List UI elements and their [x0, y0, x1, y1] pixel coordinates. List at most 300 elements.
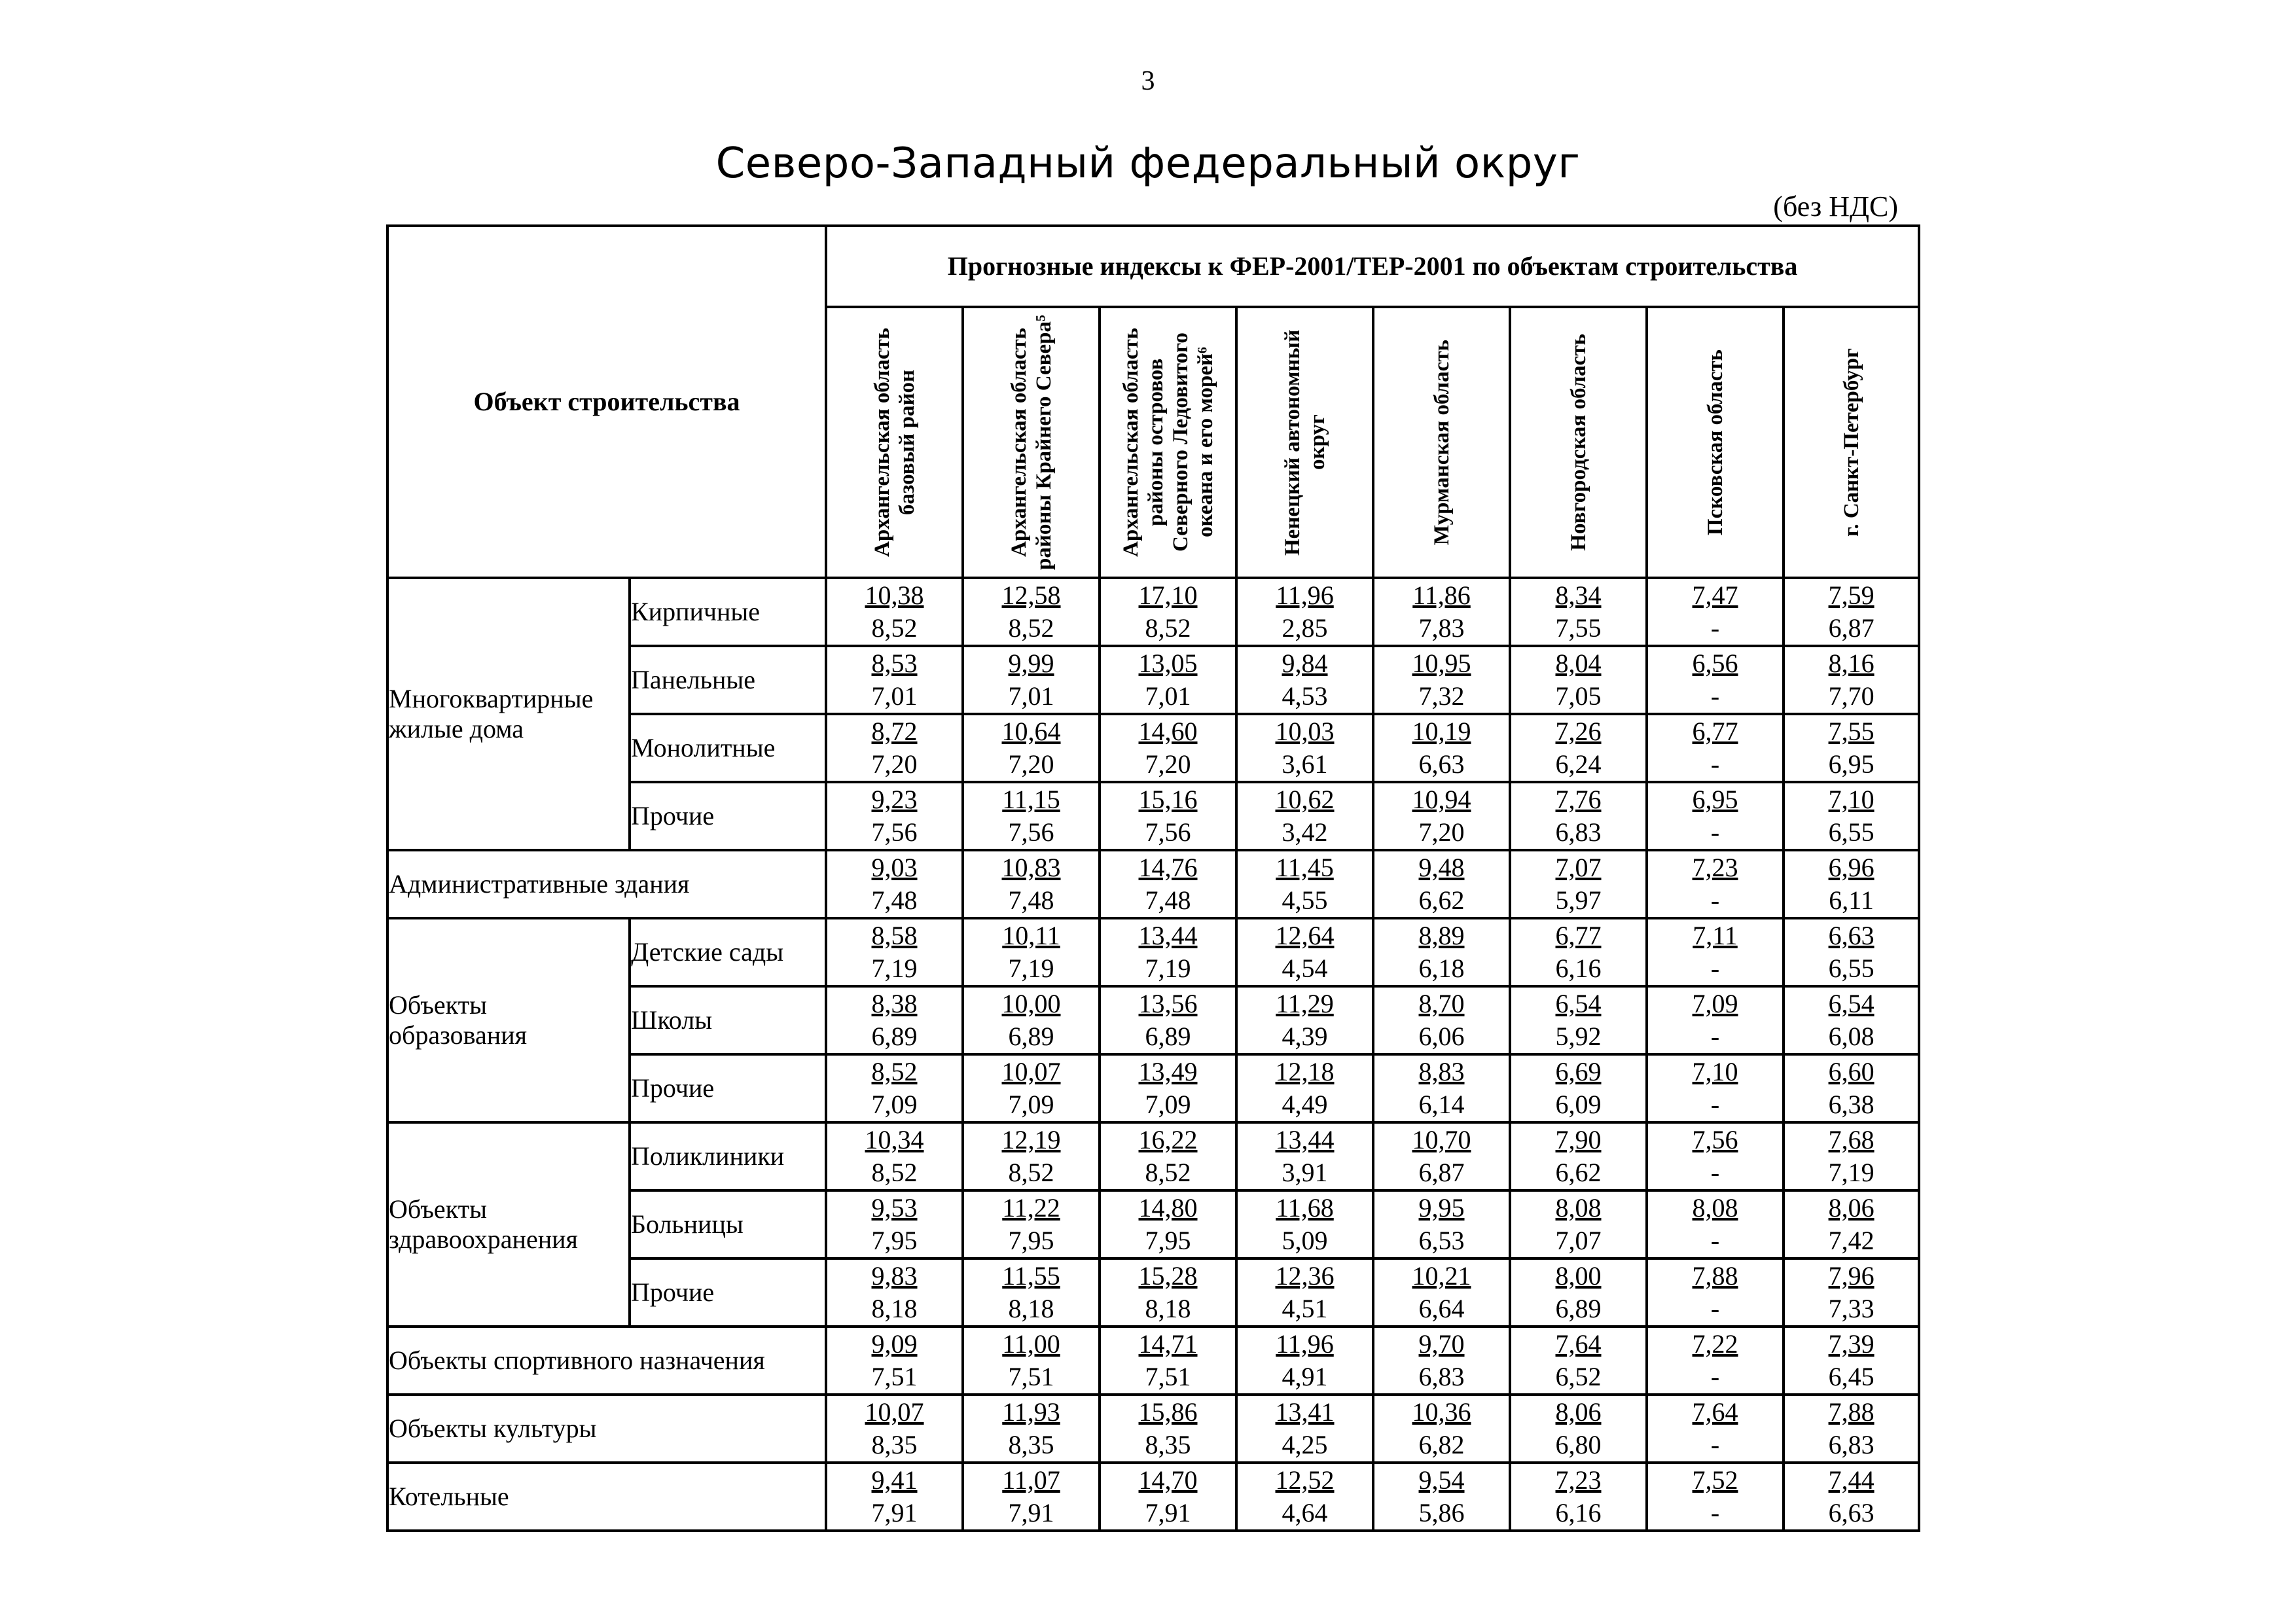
index-cell: [1647, 1054, 1784, 1122]
index-value-previous: 4,25: [1282, 1430, 1328, 1459]
index-value-previous: 6,62: [1418, 885, 1465, 915]
index-cell: [1236, 578, 1373, 646]
index-cell: [826, 1258, 963, 1327]
index-cell: [1510, 714, 1647, 782]
index-cell: [1236, 1122, 1373, 1190]
index-value-current: 11,45: [1276, 853, 1334, 882]
index-cell: [1784, 1258, 1919, 1327]
index-value-current: 17,10: [1138, 580, 1198, 610]
index-value-previous: 6,62: [1555, 1158, 1602, 1187]
index-value-current: 9,53: [871, 1193, 918, 1222]
index-cell: [1236, 1258, 1373, 1327]
index-cell: [1373, 646, 1510, 714]
index-value-previous: 6,38: [1828, 1090, 1874, 1119]
index-cell: [826, 850, 963, 918]
index-cell: [1236, 1054, 1373, 1122]
index-value-current: 10,38: [865, 580, 924, 610]
index-value-previous: 6,16: [1555, 1498, 1602, 1527]
index-value-previous: 7,56: [871, 817, 918, 847]
index-cell: [1647, 1395, 1784, 1463]
index-value-current: 7,44: [1828, 1465, 1874, 1495]
index-value-current: 7,10: [1828, 785, 1874, 814]
index-value-current: 14,60: [1138, 717, 1198, 746]
index-cell: [826, 918, 963, 986]
index-cell: [1100, 1463, 1236, 1531]
index-cell: [1100, 1327, 1236, 1395]
index-cell: [1510, 1190, 1647, 1258]
index-value-previous: 7,09: [1008, 1090, 1054, 1119]
index-cell: [963, 714, 1100, 782]
index-cell: [826, 1190, 963, 1258]
index-value-previous: 4,64: [1282, 1498, 1328, 1527]
object-group-label: Многоквартирные жилые дома: [387, 578, 630, 850]
index-value-previous: 8,52: [1008, 1158, 1054, 1187]
index-value-current: 7,10: [1692, 1057, 1738, 1086]
index-value-current: 9,23: [871, 785, 918, 814]
index-value-current: 8,16: [1828, 649, 1874, 678]
index-value-current: 6,56: [1692, 649, 1738, 678]
index-value-previous: 7,20: [1145, 749, 1191, 779]
index-cell: [1100, 1258, 1236, 1327]
index-cell: [1100, 782, 1236, 850]
index-value-current: 6,54: [1828, 989, 1874, 1018]
index-value-current: 14,76: [1138, 853, 1198, 882]
index-value-current: 13,49: [1138, 1057, 1198, 1086]
index-cell: [1784, 1122, 1919, 1190]
index-value-previous: 7,48: [1008, 885, 1054, 915]
index-cell: [1784, 850, 1919, 918]
index-value-current: 9,48: [1418, 853, 1465, 882]
index-value-previous: -: [1710, 681, 1720, 711]
index-value-previous: 7,07: [1555, 1226, 1602, 1255]
index-value-current: 9,95: [1418, 1193, 1465, 1222]
index-cell: [1784, 1054, 1919, 1122]
index-cell: [1647, 1327, 1784, 1395]
index-value-current: 14,71: [1138, 1329, 1198, 1359]
index-value-previous: 8,35: [871, 1430, 918, 1459]
index-value-current: 7,52: [1692, 1465, 1738, 1495]
index-value-previous: 7,51: [871, 1362, 918, 1391]
index-value-previous: 6,18: [1418, 954, 1465, 983]
index-value-current: 10,03: [1275, 717, 1335, 746]
index-value-previous: 7,95: [1008, 1226, 1054, 1255]
index-value-current: 13,41: [1275, 1397, 1335, 1427]
index-value-current: 11,55: [1002, 1261, 1060, 1291]
index-value-previous: 6,89: [871, 1022, 918, 1051]
object-label: Объекты культуры: [387, 1395, 826, 1463]
index-cell: [1373, 918, 1510, 986]
index-cell: [1510, 1258, 1647, 1327]
index-cell: [963, 1190, 1100, 1258]
index-value-previous: 7,01: [1145, 681, 1191, 711]
index-table: [386, 224, 1920, 1532]
index-value-current: 7,90: [1555, 1125, 1602, 1154]
index-value-previous: 8,35: [1008, 1430, 1054, 1459]
index-value-previous: 6,89: [1145, 1022, 1191, 1051]
region-header-label: Архангельская область районы Крайнего Севера⁵: [1007, 315, 1056, 570]
index-value-previous: 7,19: [871, 954, 918, 983]
index-cell: [1784, 1327, 1919, 1395]
object-subtype-label: Больницы: [630, 1190, 826, 1258]
index-value-current: 7,26: [1555, 717, 1602, 746]
index-value-current: 7,22: [1692, 1329, 1738, 1359]
index-value-previous: 8,18: [1145, 1294, 1191, 1323]
index-cell: [1647, 646, 1784, 714]
index-value-current: 7,64: [1692, 1397, 1738, 1427]
index-value-previous: -: [1710, 1362, 1720, 1391]
index-value-previous: 7,55: [1555, 613, 1602, 643]
index-cell: [1373, 782, 1510, 850]
index-value-current: 12,52: [1275, 1465, 1335, 1495]
index-value-previous: 7,19: [1008, 954, 1054, 983]
index-value-previous: 6,87: [1418, 1158, 1465, 1187]
index-value-current: 14,70: [1138, 1465, 1198, 1495]
index-cell: [1100, 1054, 1236, 1122]
index-value-current: 11,96: [1276, 1329, 1334, 1359]
object-label: Котельные: [387, 1463, 826, 1531]
index-value-previous: 6,55: [1828, 954, 1874, 983]
index-value-previous: 6,06: [1418, 1022, 1465, 1051]
index-value-previous: -: [1710, 749, 1720, 779]
index-cell: [1100, 986, 1236, 1054]
index-cell: [1236, 918, 1373, 986]
region-header: [1510, 307, 1647, 578]
index-value-current: 9,84: [1282, 649, 1328, 678]
object-subtype-label: Прочие: [630, 1054, 826, 1122]
index-value-previous: 7,95: [871, 1226, 918, 1255]
index-value-previous: 7,09: [1145, 1090, 1191, 1119]
index-value-previous: 5,97: [1555, 885, 1602, 915]
index-cell: [1784, 646, 1919, 714]
object-subtype-label: Детские сады: [630, 918, 826, 986]
index-cell: [1236, 850, 1373, 918]
index-value-previous: 7,95: [1145, 1226, 1191, 1255]
index-cell: [963, 1463, 1100, 1531]
index-value-current: 8,70: [1418, 989, 1465, 1018]
index-value-previous: 6,89: [1555, 1294, 1602, 1323]
index-value-previous: 8,35: [1145, 1430, 1191, 1459]
index-value-previous: 4,39: [1282, 1022, 1328, 1051]
index-value-previous: 4,53: [1282, 681, 1328, 711]
index-value-previous: 7,19: [1828, 1158, 1874, 1187]
index-cell: [1236, 1327, 1373, 1395]
index-cell: [826, 1395, 963, 1463]
index-cell: [1784, 1190, 1919, 1258]
region-header-label: Ненецкий автономный округ: [1280, 329, 1329, 556]
index-value-previous: 4,55: [1282, 885, 1328, 915]
index-cell: [1100, 578, 1236, 646]
index-value-previous: 7,51: [1145, 1362, 1191, 1391]
index-value-current: 8,06: [1555, 1397, 1602, 1427]
index-value-current: 12,64: [1275, 921, 1335, 950]
index-value-current: 13,44: [1275, 1125, 1335, 1154]
index-cell: [1510, 1327, 1647, 1395]
index-value-previous: 6,89: [1008, 1022, 1054, 1051]
index-value-current: 7,64: [1555, 1329, 1602, 1359]
index-cell: [1100, 850, 1236, 918]
index-value-current: 6,77: [1692, 717, 1738, 746]
index-value-previous: 6,24: [1555, 749, 1602, 779]
index-value-current: 6,60: [1828, 1057, 1874, 1086]
index-value-previous: -: [1710, 613, 1720, 643]
index-value-current: 10,00: [1001, 989, 1061, 1018]
index-cell: [1236, 1463, 1373, 1531]
index-cell: [1100, 1395, 1236, 1463]
index-cell: [963, 1327, 1100, 1395]
index-cell: [963, 578, 1100, 646]
index-cell: [1236, 986, 1373, 1054]
index-value-previous: 7,56: [1008, 817, 1054, 847]
index-value-previous: 8,52: [1145, 613, 1191, 643]
index-cell: [826, 578, 963, 646]
index-value-current: 15,16: [1138, 785, 1198, 814]
index-cell: [963, 1258, 1100, 1327]
index-cell: [1510, 782, 1647, 850]
index-cell: [963, 782, 1100, 850]
index-cell: [1100, 1122, 1236, 1190]
index-value-current: 8,72: [871, 717, 918, 746]
index-value-current: 10,70: [1412, 1125, 1471, 1154]
index-value-current: 11,96: [1276, 580, 1334, 610]
index-value-previous: 7,51: [1008, 1362, 1054, 1391]
index-value-current: 10,21: [1412, 1261, 1471, 1291]
object-group-label: Объекты здравоохранения: [387, 1122, 630, 1327]
index-value-current: 8,52: [871, 1057, 918, 1086]
index-cell: [1784, 578, 1919, 646]
index-value-current: 10,19: [1412, 717, 1471, 746]
index-cell: [1510, 1122, 1647, 1190]
index-value-previous: 6,80: [1555, 1430, 1602, 1459]
index-value-current: 7,55: [1828, 717, 1874, 746]
index-value-current: 12,18: [1275, 1057, 1335, 1086]
index-value-current: 10,95: [1412, 649, 1471, 678]
region-header: [963, 307, 1100, 578]
index-cell: [1784, 1463, 1919, 1531]
index-value-current: 12,58: [1001, 580, 1061, 610]
table-row: [387, 1327, 1919, 1395]
index-value-current: 14,80: [1138, 1193, 1198, 1222]
index-value-current: 7,96: [1828, 1261, 1874, 1291]
index-cell: [1236, 714, 1373, 782]
index-cell: [1100, 918, 1236, 986]
index-value-previous: -: [1710, 954, 1720, 983]
index-value-current: 7,47: [1692, 580, 1738, 610]
index-cell: [1100, 646, 1236, 714]
index-value-previous: 6,16: [1555, 954, 1602, 983]
index-value-current: 7,07: [1555, 853, 1602, 882]
index-cell: [1647, 850, 1784, 918]
index-value-previous: 6,53: [1418, 1226, 1465, 1255]
index-cell: [1784, 986, 1919, 1054]
index-value-current: 9,70: [1418, 1329, 1465, 1359]
index-value-current: 13,44: [1138, 921, 1198, 950]
index-value-current: 10,94: [1412, 785, 1471, 814]
index-value-current: 8,53: [871, 649, 918, 678]
index-value-previous: 7,20: [871, 749, 918, 779]
index-cell: [1647, 1258, 1784, 1327]
index-value-previous: 6,95: [1828, 749, 1874, 779]
index-value-previous: -: [1710, 817, 1720, 847]
index-value-current: 7,88: [1828, 1397, 1874, 1427]
table-row: [387, 1122, 1919, 1190]
region-header: [1373, 307, 1510, 578]
index-value-current: 10,11: [1002, 921, 1060, 950]
index-value-previous: 4,51: [1282, 1294, 1328, 1323]
index-cell: [1373, 1327, 1510, 1395]
index-value-current: 12,19: [1001, 1125, 1061, 1154]
object-subtype-label: Прочие: [630, 1258, 826, 1327]
index-value-current: 10,36: [1412, 1397, 1471, 1427]
index-value-current: 7,23: [1555, 1465, 1602, 1495]
index-value-previous: 6,09: [1555, 1090, 1602, 1119]
index-cell: [963, 1395, 1100, 1463]
index-value-previous: 7,48: [871, 885, 918, 915]
region-header-label: Архангельская область базовый район: [870, 327, 919, 558]
index-cell: [1373, 1122, 1510, 1190]
index-value-current: 7,68: [1828, 1125, 1874, 1154]
index-value-previous: 4,91: [1282, 1362, 1328, 1391]
index-value-previous: -: [1710, 1158, 1720, 1187]
index-value-current: 11,15: [1002, 785, 1060, 814]
index-value-current: 7,88: [1692, 1261, 1738, 1291]
table-row: [387, 578, 1919, 646]
index-cell: [1510, 578, 1647, 646]
index-cell: [1373, 1054, 1510, 1122]
index-value-previous: 7,09: [871, 1090, 918, 1119]
index-value-current: 8,89: [1418, 921, 1465, 950]
index-value-current: 10,64: [1001, 717, 1061, 746]
index-value-current: 12,36: [1275, 1261, 1335, 1291]
index-value-previous: 6,87: [1828, 613, 1874, 643]
table-row: [387, 918, 1919, 986]
index-value-previous: 3,91: [1282, 1158, 1328, 1187]
index-value-previous: 7,32: [1418, 681, 1465, 711]
index-cell: [963, 850, 1100, 918]
index-cell: [1373, 1190, 1510, 1258]
index-value-previous: 6,83: [1418, 1362, 1465, 1391]
index-value-current: 8,83: [1418, 1057, 1465, 1086]
index-value-current: 7,23: [1692, 853, 1738, 882]
vat-note: (без НДС): [1773, 190, 1898, 223]
index-value-current: 8,06: [1828, 1193, 1874, 1222]
index-value-previous: 5,92: [1555, 1022, 1602, 1051]
table-row: [387, 850, 1919, 918]
index-value-previous: -: [1710, 1022, 1720, 1051]
index-value-current: 9,99: [1008, 649, 1054, 678]
forecast-indices-header: Прогнозные индексы к ФЕР-2001/ТЕР-2001 по объектам строительства: [826, 226, 1919, 307]
index-value-current: 6,95: [1692, 785, 1738, 814]
index-value-previous: -: [1710, 1090, 1720, 1119]
index-cell: [826, 714, 963, 782]
index-value-previous: 7,19: [1145, 954, 1191, 983]
index-cell: [1510, 646, 1647, 714]
object-group-label: Объекты образования: [387, 918, 630, 1122]
index-value-current: 10,83: [1001, 853, 1061, 882]
index-value-previous: 3,42: [1282, 817, 1328, 847]
index-value-previous: 8,52: [1145, 1158, 1191, 1187]
index-value-previous: 5,09: [1282, 1226, 1328, 1255]
index-cell: [1647, 1463, 1784, 1531]
index-value-current: 9,41: [871, 1465, 918, 1495]
index-value-current: 6,63: [1828, 921, 1874, 950]
index-value-current: 8,08: [1692, 1193, 1738, 1222]
index-value-previous: 8,18: [871, 1294, 918, 1323]
index-value-previous: 7,01: [1008, 681, 1054, 711]
index-cell: [1236, 1190, 1373, 1258]
object-subtype-label: Школы: [630, 986, 826, 1054]
page-number: 3: [1141, 66, 1155, 96]
index-value-previous: 3,61: [1282, 749, 1328, 779]
index-value-current: 10,07: [1001, 1057, 1061, 1086]
index-value-previous: 8,52: [871, 1158, 918, 1187]
page-title: Северо-Западный федеральный округ: [715, 139, 1581, 188]
object-subtype-label: Панельные: [630, 646, 826, 714]
index-value-current: 11,86: [1412, 580, 1471, 610]
index-cell: [963, 986, 1100, 1054]
index-cell: [1647, 986, 1784, 1054]
index-cell: [1510, 918, 1647, 986]
index-value-current: 11,22: [1002, 1193, 1060, 1222]
index-value-current: 13,05: [1138, 649, 1198, 678]
index-value-previous: 8,18: [1008, 1294, 1054, 1323]
index-cell: [963, 646, 1100, 714]
index-value-current: 9,83: [871, 1261, 918, 1291]
index-cell: [826, 646, 963, 714]
index-value-current: 15,28: [1138, 1261, 1198, 1291]
index-cell: [1373, 986, 1510, 1054]
index-value-previous: -: [1710, 1294, 1720, 1323]
index-cell: [1784, 918, 1919, 986]
index-value-previous: 6,83: [1555, 817, 1602, 847]
index-value-previous: -: [1710, 885, 1720, 915]
index-value-previous: 6,52: [1555, 1362, 1602, 1391]
index-value-current: 9,03: [871, 853, 918, 882]
index-value-current: 8,34: [1555, 580, 1602, 610]
index-value-current: 10,62: [1275, 785, 1335, 814]
index-value-previous: 6,55: [1828, 817, 1874, 847]
index-value-previous: 7,91: [871, 1498, 918, 1527]
index-value-previous: 5,86: [1418, 1498, 1465, 1527]
index-value-current: 7,09: [1692, 989, 1738, 1018]
index-value-current: 11,07: [1002, 1465, 1060, 1495]
index-value-current: 6,54: [1555, 989, 1602, 1018]
index-cell: [1100, 1190, 1236, 1258]
index-cell: [1373, 850, 1510, 918]
index-cell: [1236, 782, 1373, 850]
index-value-current: 8,04: [1555, 649, 1602, 678]
index-value-current: 7,39: [1828, 1329, 1874, 1359]
object-subtype-label: Монолитные: [630, 714, 826, 782]
index-value-current: 7,11: [1693, 921, 1738, 950]
region-header: [826, 307, 963, 578]
index-value-previous: 7,20: [1418, 817, 1465, 847]
region-header: [1647, 307, 1784, 578]
index-value-previous: 7,01: [871, 681, 918, 711]
index-value-previous: 7,91: [1145, 1498, 1191, 1527]
index-cell: [1373, 1395, 1510, 1463]
index-value-current: 11,00: [1002, 1329, 1060, 1359]
index-value-previous: 7,05: [1555, 681, 1602, 711]
index-value-current: 8,08: [1555, 1193, 1602, 1222]
index-value-previous: 7,83: [1418, 613, 1465, 643]
index-value-current: 11,93: [1002, 1397, 1060, 1427]
index-value-previous: 4,54: [1282, 954, 1328, 983]
index-value-current: 8,58: [871, 921, 918, 950]
index-value-current: 11,68: [1276, 1193, 1334, 1222]
index-value-previous: 6,82: [1418, 1430, 1465, 1459]
region-header-label: г. Санкт-Петербург: [1839, 348, 1863, 537]
index-cell: [1647, 578, 1784, 646]
